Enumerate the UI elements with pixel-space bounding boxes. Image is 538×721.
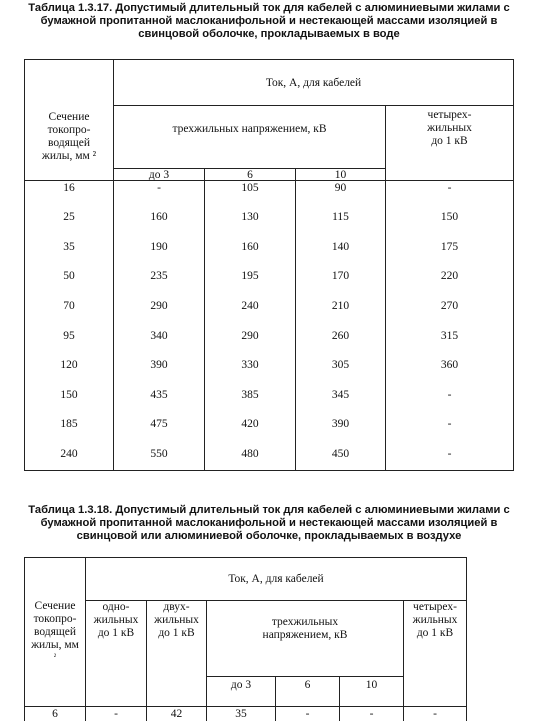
header-section-line: Сечение: [34, 600, 76, 612]
table-cell: 170: [331, 270, 350, 282]
header-section-line: ²: [53, 652, 57, 661]
title-line: свинцовой оболочке, прокладываемых в воде: [138, 28, 400, 40]
title-line: Таблица 1.3.18. Допустимый длительный ток для кабелей с алюминиевыми жилами с: [28, 504, 510, 516]
table-cell: 16: [63, 182, 75, 194]
table-cell: 160: [150, 211, 168, 223]
table-cell: -: [305, 708, 310, 720]
table-cell: 235: [150, 270, 168, 282]
table-cell: 480: [241, 448, 259, 460]
header-three-core: трехжильных напряжением, кВ: [172, 122, 327, 135]
table-cell: -: [369, 708, 374, 720]
table-cell: 220: [440, 270, 459, 282]
table-cell: 95: [63, 330, 75, 342]
table-cell: 340: [150, 330, 168, 342]
table-border-bottom: [24, 470, 514, 471]
table-cell: 130: [241, 211, 259, 223]
header-voltage: 10: [334, 168, 347, 181]
title-line: бумажной пропитанной маслоканифольной и нестекающей массами изоляцией в: [40, 517, 498, 529]
header-single-core-line: до 1 кВ: [97, 627, 135, 639]
table-cell: 330: [241, 359, 259, 371]
header-two-core: [147, 601, 206, 643]
table-cell: 150: [440, 211, 459, 223]
table-cell: 35: [235, 708, 247, 720]
table-cell: 550: [150, 448, 168, 460]
table-cell: -: [447, 448, 452, 460]
table-cell: 240: [241, 300, 259, 312]
table-border-right: [466, 557, 467, 721]
header-two-core-line: двух-: [163, 601, 190, 613]
table-cell: 390: [331, 418, 350, 430]
table-cell: 270: [440, 300, 459, 312]
header-section-line: жилы, мм ²: [41, 150, 97, 162]
table-cell: 475: [150, 418, 168, 430]
table-cell: -: [433, 708, 437, 720]
header-current: Ток, А, для кабелей: [265, 76, 362, 89]
table-cell: 190: [150, 241, 168, 253]
header-four-core: [386, 106, 513, 151]
table-cell: -: [114, 708, 118, 720]
table-cell: 240: [60, 448, 78, 460]
table-cell: 25: [63, 211, 75, 223]
header-section-line: токопро-: [33, 613, 77, 625]
header-current: Ток, А, для кабелей: [228, 573, 324, 585]
header-voltage: 6: [304, 678, 311, 691]
table-cell: 210: [331, 300, 350, 312]
table-cell: 120: [60, 359, 78, 371]
header-four-core-line: жильных: [412, 614, 458, 626]
header-four-core-line: четырех-: [427, 109, 472, 121]
table-cell: 420: [241, 418, 259, 430]
header-section-line: водящей: [47, 137, 91, 149]
header-voltage: до 3: [148, 168, 170, 181]
table-cell: 195: [241, 270, 259, 282]
table-cell: 35: [63, 241, 75, 253]
header-section: [25, 106, 113, 168]
header-section-line: токопро-: [47, 124, 91, 136]
table-cell: -: [447, 418, 452, 430]
table-cell: 70: [63, 300, 75, 312]
header-two-core-line: жильных: [154, 614, 199, 626]
header-single-core-line: одно-: [102, 601, 130, 613]
title-line: бумажной пропитанной маслоканифольной и нестекающей массами изоляцией в: [40, 15, 498, 27]
title-line: Таблица 1.3.17. Допустимый длительный ток для кабелей с алюминиевыми жилами с: [28, 2, 510, 14]
table-cell: 105: [241, 182, 259, 194]
table-cell: 90: [334, 182, 347, 194]
header-three-core-line: напряжением, кВ: [262, 629, 348, 641]
header-section-line: жилы, мм: [31, 639, 79, 651]
header-three-core: [207, 612, 403, 646]
table-cell: 315: [440, 330, 459, 342]
table-cell: 305: [331, 359, 350, 371]
header-single-core-line: жильных: [93, 614, 139, 626]
header-two-core-line: до 1 кВ: [158, 627, 195, 639]
header-four-core-line: до 1 кВ: [431, 135, 468, 147]
table-cell: -: [447, 182, 452, 194]
table-cell: 50: [63, 270, 75, 282]
header-four-core-line: жильных: [427, 122, 472, 134]
header-voltage: 6: [247, 168, 253, 181]
table-cell: 42: [170, 708, 183, 720]
table-cell: 140: [331, 241, 350, 253]
header-voltage: 10: [365, 678, 378, 691]
header-four-core-line: до 1 кВ: [416, 627, 454, 639]
table-cell: 390: [150, 359, 168, 371]
table-cell: 385: [241, 389, 259, 401]
header-voltage: до 3: [230, 678, 252, 691]
table-cell: 150: [60, 389, 78, 401]
table-cell: 6: [52, 708, 58, 720]
header-section: [25, 600, 85, 670]
header-four-core-line: четырех-: [413, 601, 457, 613]
table-cell: 115: [332, 211, 349, 223]
table-cell: 260: [331, 330, 350, 342]
table-cell: -: [157, 182, 161, 194]
table-cell: 290: [150, 300, 168, 312]
header-section-line: Сечение: [48, 111, 90, 123]
table-cell: 160: [241, 241, 259, 253]
table-1-3-18-title: [0, 504, 538, 543]
header-section-line: водящей: [33, 626, 77, 638]
table-1-3-17-title: [0, 2, 538, 41]
table-cell: 450: [331, 448, 350, 460]
header-four-core: [404, 601, 466, 643]
title-line: свинцовой или алюминиевой оболочке, прокладываемых в воздухе: [76, 530, 462, 542]
table-cell: 185: [60, 418, 78, 430]
header-single-core: [86, 601, 146, 643]
table-border-right: [513, 59, 514, 471]
table-cell: 290: [241, 330, 259, 342]
table-cell: 345: [331, 389, 350, 401]
table-cell: 360: [440, 359, 459, 371]
header-three-core-line: трехжильных: [271, 616, 339, 628]
table-cell: 435: [150, 389, 168, 401]
table-cell: -: [447, 389, 452, 401]
table-cell: 175: [440, 241, 459, 253]
